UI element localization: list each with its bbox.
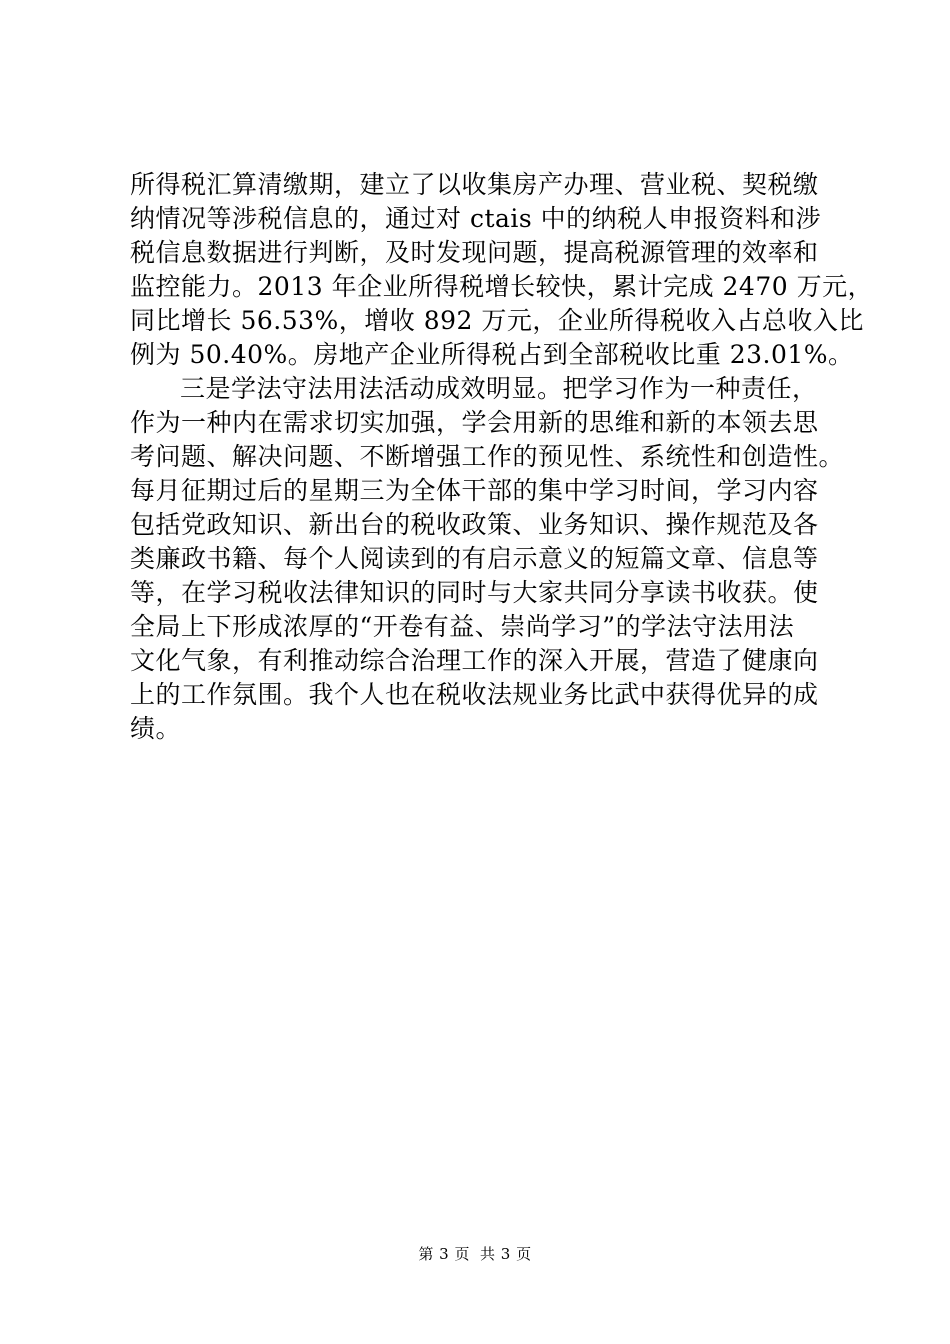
text-line: 同比增长 56.53%，增收 892 万元，企业所得税收入占总收入比 [130,306,864,335]
body-text [130,168,874,746]
text-line: 纳情况等涉税信息的，通过对 ctais 中的纳税人申报资料和涉 [130,204,822,233]
text-line: 监控能力。2013 年企业所得税增长较快，累计完成 2470 万元， [130,272,874,301]
text-line: 作为一种内在需求切实加强，学会用新的思维和新的本领去思 [130,408,819,437]
text-line: 全局上下形成浓厚的“开卷有益、崇尚学习”的学法守法用法 [130,612,795,641]
text-line: 类廉政书籍、每个人阅读到的有启示意义的短篇文章、信息等 [130,544,819,573]
text-line: 例为 50.40%。房地产企业所得税占到全部税收比重 23.01%。 [130,340,854,369]
text-line: 考问题、解决问题、不断增强工作的预见性、系统性和创造性。 [130,442,845,471]
text-line: 绩。 [130,714,182,743]
text-line: 每月征期过后的星期三为全体干部的集中学习时间，学习内容 [130,476,819,505]
page-footer [0,1244,950,1264]
text-line: 文化气象，有利推动综合治理工作的深入开展，营造了健康向 [130,646,819,675]
text-line: 上的工作氛围。我个人也在税收法规业务比武中获得优异的成 [130,680,819,709]
text-line: 包括党政知识、新出台的税收政策、业务知识、操作规范及各 [130,510,819,539]
paragraph-start-line: 三是学法守法用法活动成效明显。把学习作为一种责任， [180,374,818,403]
text-line: 所得税汇算清缴期，建立了以收集房产办理、营业税、契税缴 [130,170,819,199]
page-total: 共 3 页 [480,1245,532,1263]
text-line: 等，在学习税收法律知识的同时与大家共同分享读书收获。使 [130,578,819,607]
text-line: 税信息数据进行判断，及时发现问题，提高税源管理的效率和 [130,238,819,267]
page-number: 第 3 页 [418,1245,470,1263]
